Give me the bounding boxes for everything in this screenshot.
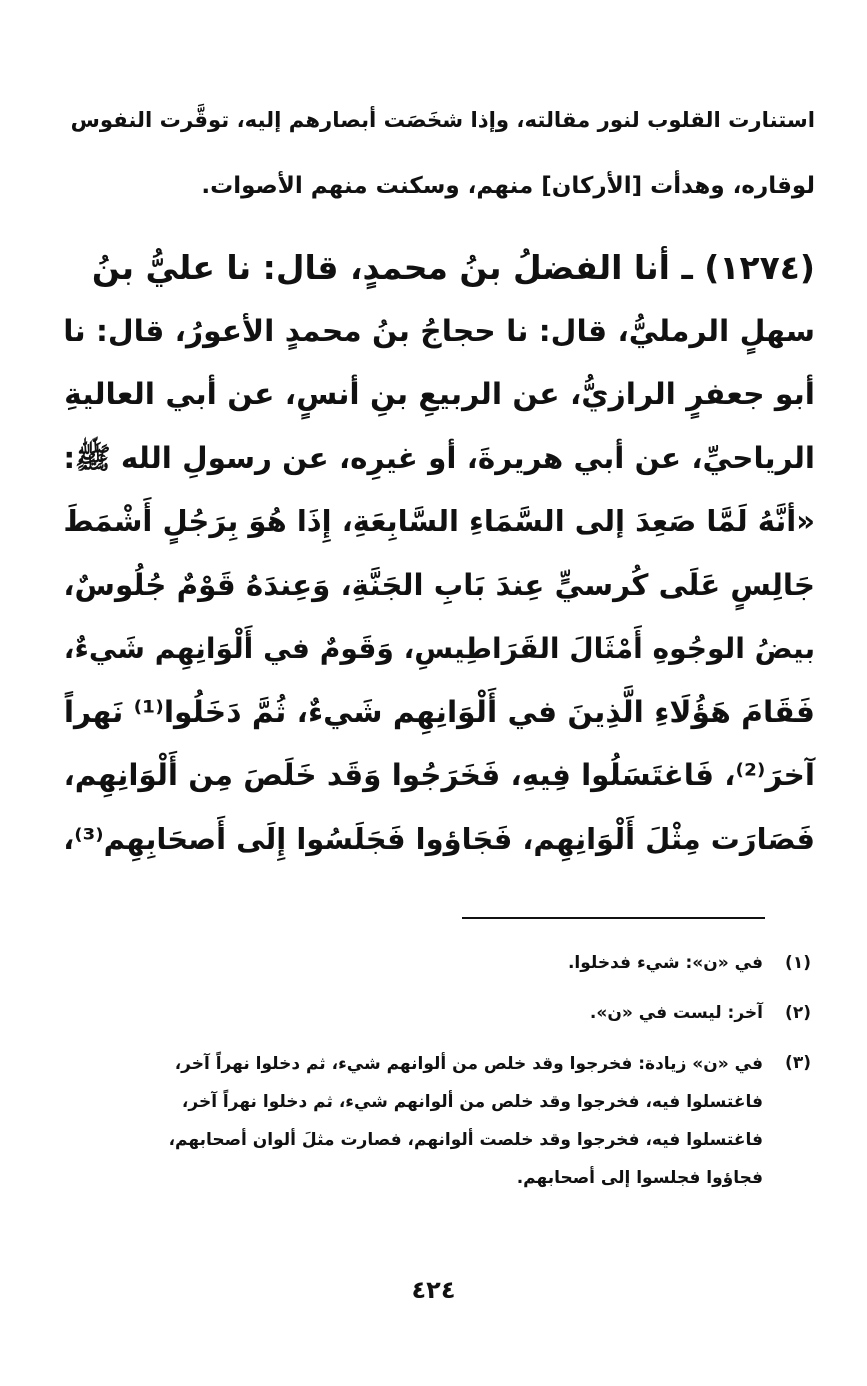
footnote-2 [55, 995, 811, 1031]
footnote-line: آخر: ليست في «ن». [589, 1003, 763, 1023]
footnote-body [55, 995, 763, 1031]
hadith-line: (١٢٧٤) ـ أنا الفضلُ بنُ محمدٍ، قال: نا عليُّ بنُ [91, 248, 815, 287]
hadith-line: آخرَ⁽²⁾، فَاغتَسَلُوا فِيهِ، فَخَرَجُوا وَقَد خَلَصَ مِن أَلْوَانِهِم، [63, 758, 815, 792]
hadith-paragraph [48, 236, 815, 871]
footnote-1 [55, 945, 811, 981]
hadith-line: الرياحيِّ، عن أبي هريرةَ، أو غيرِه، عن رسولِ الله ﷺ: [63, 440, 815, 475]
footnote-line: فجاؤوا فجلسوا إلى أصحابهم. [516, 1168, 763, 1188]
hadith-line: سهلٍ الرمليُّ، قال: نا حجاجُ بنُ محمدٍ الأعورُ، قال: نا [63, 313, 815, 349]
hadith-line: أبو جعفرٍ الرازيُّ، عن الربيعِ بنِ أنسٍ، عن أبي العاليةِ [64, 377, 815, 412]
intro-line: لوقاره، وهدأت [الأركان] منهم، وسكنت منهم الأصوات. [201, 173, 815, 199]
footnote-line: فاغتسلوا فيه، فخرجوا وقد خلصت ألوانهم، فصارت مثلَ ألوان أصحابهم، [168, 1130, 763, 1150]
hadith-line: جَالِسٍ عَلَى كُرسيٍّ عِندَ بَابِ الجَنَّةِ، وَعِندَهُ قَوْمٌ جُلُوسٌ، [63, 567, 815, 602]
intro-paragraph [55, 92, 815, 224]
hadith-line: بيضُ الوجُوهِ أَمْثَالَ القَرَاطِيسِ، وَقَومٌ في أَلْوَانِهِم شَيءٌ، [63, 632, 815, 665]
footnote-number: (٣) [785, 1053, 811, 1073]
page-number: ٤٢٤ [411, 1276, 456, 1304]
footnote-body [55, 1045, 763, 1197]
footnote-line: في «ن»: شيء فدخلوا. [567, 953, 763, 973]
hadith-line: «أنَّهُ لَمَّا صَعِدَ إلى السَّمَاءِ السَّابِعَةِ، إِذَا هُوَ بِرَجُلٍ أَشْمَطَ [63, 504, 815, 538]
footnote-3 [55, 1045, 811, 1197]
footnote-body [55, 945, 763, 981]
footnote-line: في «ن» زيادة: فخرجوا وقد خلص من ألوانهم شيء، ثم دخلوا نهراً آخر، [174, 1054, 763, 1074]
footnote-number: (٢) [785, 1003, 811, 1023]
intro-line: استنارت القلوب لنور مقالته، وإذا شخَصَت أبصارهم إليه، توقَّرت النفوس [70, 107, 815, 132]
hadith-line: فَقَامَ هَؤُلَاءِ الَّذِينَ في أَلْوَانِهِم شَيءٌ، ثُمَّ دَخَلُوا⁽¹⁾ نَهراً [63, 694, 815, 730]
footnotes [55, 945, 811, 1211]
hadith-line: فَصَارَت مِثْلَ أَلْوَانِهِم، فَجَاؤوا فَجَلَسُوا إِلَى أَصحَابِهِم⁽³⁾، [63, 821, 815, 856]
footnote-number: (١) [785, 953, 811, 973]
footnote-line: فاغتسلوا فيه، فخرجوا وقد خلص من ألوانهم شيء، ثم دخلوا نهراً آخر، [181, 1092, 763, 1112]
footnote-separator [462, 917, 765, 919]
